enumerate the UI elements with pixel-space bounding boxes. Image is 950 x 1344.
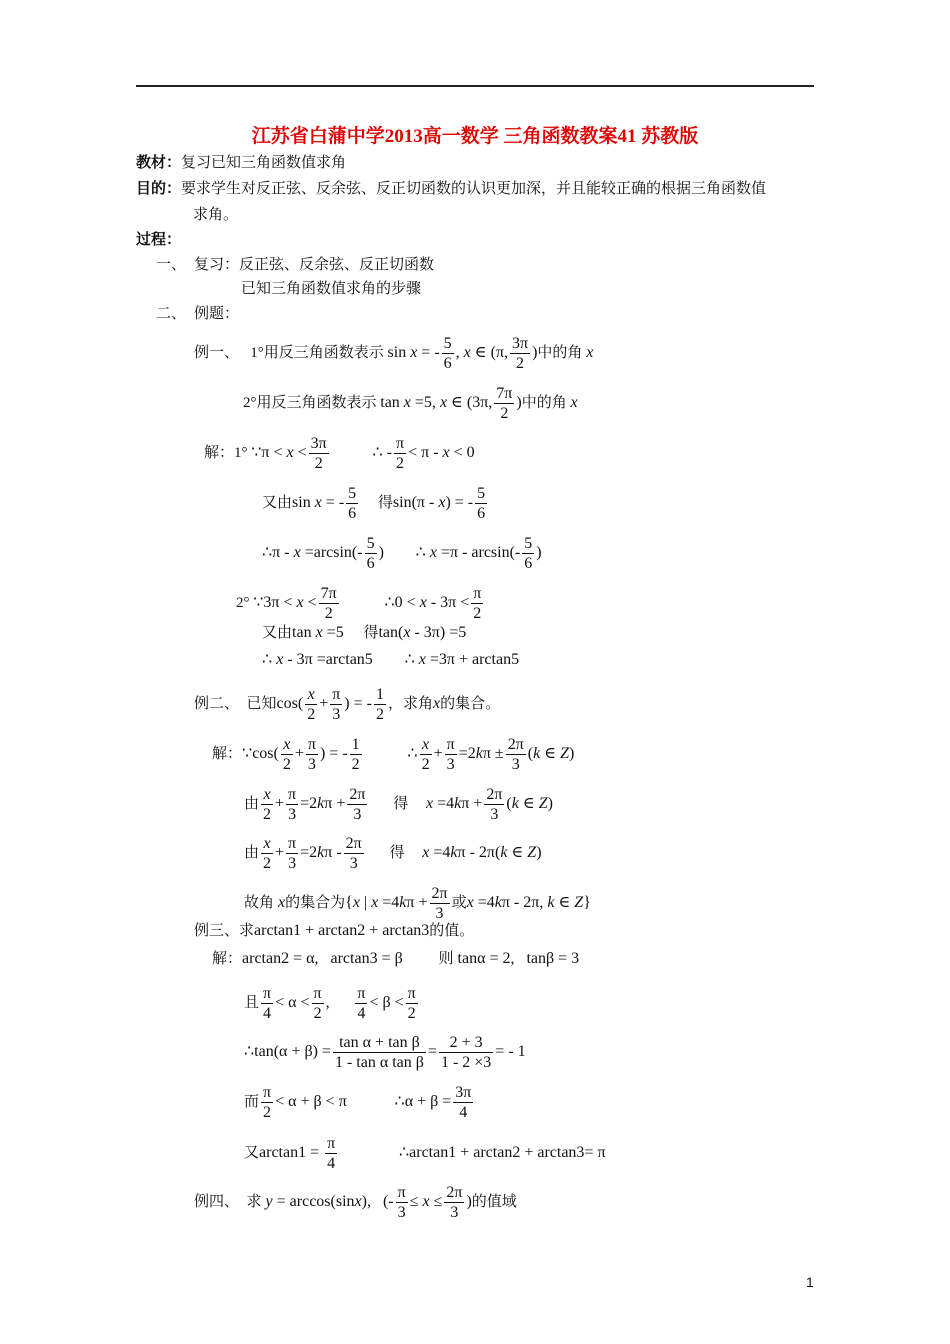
- but-word: 而: [244, 1093, 260, 1110]
- page-title: 江苏省白蒲中学2013高一数学 三角函数教案41 苏教版: [251, 126, 699, 147]
- example-2-known: 已知: [246, 695, 277, 712]
- header-rule: [136, 85, 814, 87]
- by-1: 由: [244, 795, 260, 812]
- or-word: 或: [451, 894, 467, 911]
- process-label: 过程：: [136, 230, 182, 248]
- goal-text-1: 要求学生对反正弦、反余弦、反正切函数的认识更加深，并且能较正确的根据三角函数值: [181, 179, 767, 197]
- example-1-part-1-prefix: 1°用反三角函数表示: [250, 344, 384, 361]
- solution-1-line-2: 又由sin x = - $\frac{5}{6}$ 得sin(π - x) = - $\frac{5}{6}$: [262, 485, 486, 522]
- example-3-end: 的值。: [429, 923, 475, 939]
- example-2-find: ，求角: [387, 695, 433, 712]
- solution-1-line-5: 又由tan x =5 得tan(x - 3π) =5: [262, 624, 467, 641]
- example-3-label: 例三、求: [194, 923, 255, 939]
- example-2-solution-label: 解：: [212, 745, 243, 762]
- example-2-solution-3: 由 $\frac{x}{2}$ + $\frac{\pi}{3}$ =2kπ - $\frac{2\pi}{3}$ 得 x =4kπ - 2π(k ∈ Z): [244, 835, 542, 872]
- example-3-statement: 例三、求arctan1 + arctan2 + arctan3的值。: [194, 922, 475, 939]
- section-1-number: 一、: [156, 255, 187, 273]
- section-1-text: 复习：反正弦、反余弦、反正切函数: [194, 255, 435, 273]
- by-2: 由: [244, 844, 260, 861]
- solution-1-label: 解：1°: [204, 444, 248, 461]
- goal-label: 目的：: [136, 179, 182, 197]
- textbook-label: 教材：: [136, 153, 182, 171]
- textbook-text: 复习已知三角函数值求角: [181, 153, 347, 171]
- conclusion-prefix: 故角: [244, 894, 275, 911]
- example-3-solution-1: 解：arctan2 = α, arctan3 = β 则 tanα = 2, tanβ = 3: [212, 950, 580, 967]
- example-3-solution-5: 又arctan1 = $\frac{\pi}{4}$ ∴arctan1 + arctan2 + arctan3= π: [244, 1135, 606, 1172]
- textbook-line: [136, 152, 346, 172]
- example-1-label: 例一、: [194, 344, 240, 361]
- conclusion-middle: 的集合为: [285, 894, 346, 911]
- again-by-2: 又由: [262, 625, 293, 641]
- section-1-text-2: 已知三角函数值求角的步骤: [241, 279, 422, 297]
- again-by-1: 又由: [262, 494, 293, 511]
- solution-1-line-3: ∴π - x =arcsin(- $\frac{5}{6}$ ) ∴ x =π - arcsin(- $\frac{5}{6}$ ): [262, 535, 542, 572]
- example-1-part-2: 2°用反三角函数表示 tan x =5, x ∈ (3π, $\frac{7\pi}{2}$ )中的角 x: [243, 385, 578, 422]
- then-word: 则: [438, 951, 454, 967]
- also-word: 又: [244, 1144, 260, 1161]
- example-2-solution-1: 解：∵cos( $\frac{x}{2}$ + $\frac{\pi}{3}$ ) = - $\frac{1}{2}$ ∴ $\frac{x}{2}$ + $\frac{\pi}{3}$ =2kπ ± $\frac{2\pi}{3}$ (k ∈ Z): [212, 736, 575, 773]
- example-2-conclusion: 故角 x的集合为{x | x =4kπ + $\frac{2\pi}{3}$ 或x =4kπ - 2π, k ∈ Z}: [244, 885, 591, 922]
- get-1: 得: [377, 494, 393, 511]
- goal-line: [136, 178, 766, 198]
- example-1-part-1: 例一、 1°用反三角函数表示 sin x = - $\frac{5}{6}$ , x ∈ (π, $\frac{3\pi}{2}$ )中的角 x: [194, 335, 594, 372]
- solution-1-line-1: 解：1° ∵π < x < $\frac{3\pi}{2}$ ∴ - $\frac{\pi}{2}$ < π - x < 0: [204, 435, 475, 472]
- example-1-part-2-suffix: 中的角: [521, 394, 567, 411]
- get-4: 得: [389, 844, 405, 861]
- solution-1-line-4: 2° ∵3π < x < $\frac{7\pi}{2}$ ∴0 < x - 3π < $\frac{\pi}{2}$: [236, 585, 482, 622]
- example-4-label: 例四、: [194, 1193, 240, 1210]
- get-3: 得: [393, 795, 409, 812]
- example-1-part-2-prefix: 2°用反三角函数表示: [243, 394, 377, 411]
- example-4-find: 求: [246, 1193, 262, 1210]
- section-2-number: 二、: [156, 304, 187, 322]
- solution-1-line-6: ∴ x - 3π =arctan5 ∴ x =3π + arctan5: [262, 651, 520, 668]
- goal-text-2: 求角。: [193, 205, 239, 223]
- example-2-end: 的集合。: [440, 695, 501, 712]
- example-3-solution-4: 而 $\frac{\pi}{2}$ < α + β < π ∴α + β = $\frac{3\pi}{4}$: [244, 1084, 472, 1121]
- example-2-label: 例二、: [194, 695, 240, 712]
- get-2: 得: [363, 625, 379, 641]
- example-2-statement: 例二、 已知cos( $\frac{x}{2}$ + $\frac{\pi}{3}$ ) = - $\frac{1}{2}$ ，求角x的集合。: [194, 686, 501, 723]
- example-2-solution-2: 由 $\frac{x}{2}$ + $\frac{\pi}{3}$ =2kπ + $\frac{2\pi}{3}$ 得 x =4kπ + $\frac{2\pi}{3}$ (k ∈ Z): [244, 786, 553, 823]
- example-1-part-1-suffix: 中的角: [537, 344, 583, 361]
- example-3-solution-3: ∴tan(α + β) = $\frac{\text{tan α + tan β}}{\text{1 - tan α tan β}}$ = $\frac{2 + 3}{1 - 2 \times 3}$ = - 1: [244, 1034, 526, 1071]
- example-4-end: 的值域: [471, 1193, 517, 1210]
- example-3-solution-label: 解：: [212, 951, 243, 967]
- section-2-text: 例题：: [194, 304, 240, 322]
- example-3-solution-2: 且 $\frac{\pi}{4}$ < α < $\frac{\pi}{2}$ , $\frac{\pi}{4}$ < β < $\frac{\pi}{2}$: [244, 985, 416, 1022]
- page-number: 1: [806, 1274, 814, 1290]
- example-4-statement: 例四、 求 y = arccos(sinx), (- $\frac{\pi}{3}$ ≤ x ≤ $\frac{2\pi}{3}$ )的值域: [194, 1184, 517, 1221]
- solution-2-label: 2°: [236, 594, 250, 611]
- and-word: 且: [244, 994, 260, 1011]
